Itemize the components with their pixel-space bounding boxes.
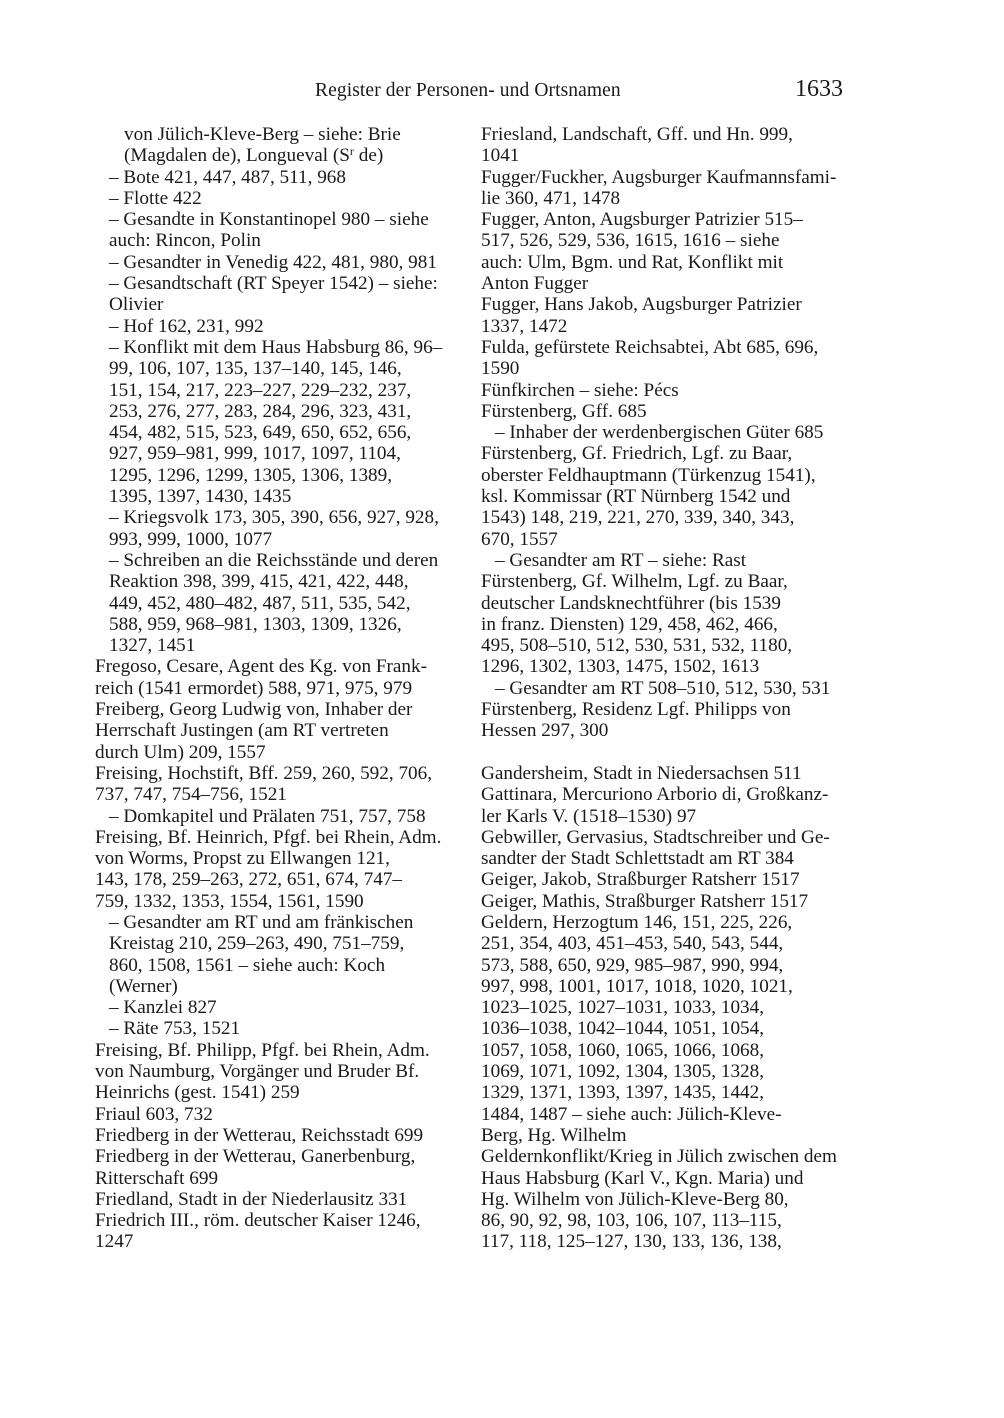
entry-line: 1484, 1487 – siehe auch: Jülich-Kleve-	[481, 1103, 782, 1125]
entry-line: 670, 1557	[481, 528, 558, 550]
index-continuation	[95, 124, 463, 167]
entry-line: Fugger, Anton, Augsburger Patrizier 515–	[481, 209, 803, 231]
index-entry	[95, 827, 463, 912]
index-entry	[481, 869, 853, 890]
entry-line: Haus Habsburg (Karl V., Kgn. Maria) und	[481, 1167, 804, 1189]
index-entry	[481, 912, 853, 1146]
entry-line: Gebwiller, Gervasius, Stadtschreiber und Ge-	[481, 826, 830, 848]
index-entry	[95, 1125, 463, 1146]
entry-line: reich (1541 ermordet) 588, 971, 975, 979	[95, 677, 413, 699]
entry-line: Gattinara, Mercuriono Arborio di, Großkanz-	[481, 784, 829, 806]
index-entry	[481, 763, 853, 784]
section-gap	[481, 742, 853, 763]
entry-line: 1590	[481, 358, 520, 380]
entry-line: Reaktion 398, 399, 415, 421, 422, 448,	[109, 571, 409, 593]
entry-line: – Domkapitel und Prälaten 751, 757, 758	[109, 805, 426, 827]
index-subentry	[95, 252, 463, 273]
entry-line: 1023–1025, 1027–1031, 1033, 1034,	[481, 997, 765, 1019]
entry-line: Fulda, gefürstete Reichsabtei, Abt 685, 696,	[481, 336, 819, 358]
right-column	[481, 124, 853, 1253]
index-entry	[481, 401, 853, 422]
entry-line: Fünfkirchen – siehe: Pécs	[481, 379, 679, 401]
entry-line: auch: Ulm, Bgm. und Rat, Konflikt mit	[481, 251, 784, 273]
entry-line: 99, 106, 107, 135, 137–140, 145, 146,	[109, 358, 402, 380]
entry-line: 449, 452, 480–482, 487, 511, 535, 542,	[109, 592, 411, 614]
index-entry	[95, 699, 463, 763]
entry-line: 253, 276, 277, 283, 284, 296, 323, 431,	[109, 400, 412, 422]
index-subentry	[481, 550, 853, 571]
index-entry	[481, 784, 853, 827]
entry-line: Freiberg, Georg Ludwig von, Inhaber der	[95, 699, 413, 721]
entry-line: lie 360, 471, 1478	[481, 187, 621, 209]
entry-line: 117, 118, 125–127, 130, 133, 136, 138,	[481, 1231, 782, 1253]
running-title: Register der Personen- und Ortsnamen	[315, 80, 621, 101]
entry-line: (Magdalen de), Longueval ($S^r$ de)	[124, 144, 384, 167]
entry-line: – Schreiben an die Reichsstände und deren	[109, 549, 439, 571]
index-entry	[481, 443, 853, 549]
index-entry	[95, 1210, 463, 1253]
entry-line: von Worms, Propst zu Ellwangen 121,	[95, 848, 390, 870]
index-entry	[481, 337, 853, 380]
entry-line: Berg, Hg. Wilhelm	[481, 1124, 627, 1146]
entry-line: – Gesandter am RT und am fränkischen	[109, 911, 414, 933]
index-entry	[481, 380, 853, 401]
index-subentry	[95, 550, 463, 656]
entry-line: Friedland, Stadt in der Niederlausitz 331	[95, 1188, 408, 1210]
entry-line: 1337, 1472	[481, 315, 568, 337]
entry-line: deutscher Landsknechtführer (bis 1539	[481, 592, 781, 614]
entry-line: – Gesandter in Venedig 422, 481, 980, 981	[109, 251, 437, 273]
entry-line: Geldernkonflikt/Krieg in Jülich zwischen dem	[481, 1146, 837, 1168]
index-subentry	[481, 422, 853, 443]
index-entry	[481, 827, 853, 870]
entry-line: Freising, Hochstift, Bff. 259, 260, 592, 706,	[95, 762, 433, 784]
entry-line: – Kriegsvolk 173, 305, 390, 656, 927, 928,	[109, 507, 439, 529]
entry-line: 1041	[481, 145, 520, 167]
entry-line: Ritterschaft 699	[95, 1167, 219, 1189]
entry-line: 1036–1038, 1042–1044, 1051, 1054,	[481, 1018, 765, 1040]
entry-line: 1395, 1397, 1430, 1435	[109, 486, 292, 508]
entry-line: 860, 1508, 1561 – siehe auch: Koch	[109, 954, 386, 976]
entry-line: 927, 959–981, 999, 1017, 1097, 1104,	[109, 443, 401, 465]
entry-line: 143, 178, 259–263, 272, 651, 674, 747–	[95, 869, 402, 891]
index-entry	[481, 1146, 853, 1252]
index-subentry	[95, 912, 463, 997]
entry-line: oberster Feldhauptmann (Türkenzug 1541),	[481, 464, 816, 486]
entry-line: Freising, Bf. Philipp, Pfgf. bei Rhein, Adm.	[95, 1039, 430, 1061]
index-subentry	[95, 273, 463, 316]
page-number: 1633	[795, 76, 843, 102]
entry-line: 495, 508–510, 512, 530, 531, 532, 1180,	[481, 635, 793, 657]
index-subentry	[481, 678, 853, 699]
index-entry	[481, 891, 853, 912]
entry-line: Hg. Wilhelm von Jülich-Kleve-Berg 80,	[481, 1188, 789, 1210]
entry-line: – Hof 162, 231, 992	[109, 315, 264, 337]
entry-line: Heinrichs (gest. 1541) 259	[95, 1082, 300, 1104]
index-subentry	[95, 167, 463, 188]
index-subentry	[95, 507, 463, 550]
entry-line: Fugger, Hans Jakob, Augsburger Patrizier	[481, 294, 802, 316]
entry-line: Fürstenberg, Residenz Lgf. Philipps von	[481, 699, 791, 721]
index-entry	[481, 124, 853, 167]
entry-line: in franz. Diensten) 129, 458, 462, 466,	[481, 613, 778, 635]
entry-line: 1295, 1296, 1299, 1305, 1306, 1389,	[109, 464, 393, 486]
index-entry	[481, 571, 853, 677]
entry-line: 759, 1332, 1353, 1554, 1561, 1590	[95, 890, 364, 912]
entry-line: Fugger/Fuckher, Augsburger Kaufmannsfami-	[481, 166, 837, 188]
entry-line: Herrschaft Justingen (am RT vertreten	[95, 720, 389, 742]
entry-line: Anton Fugger	[481, 273, 589, 295]
entry-line: 573, 588, 650, 929, 985–987, 990, 994,	[481, 954, 784, 976]
entry-line: von Naumburg, Vorgänger und Bruder Bf.	[95, 1061, 420, 1083]
entry-line: – Räte 753, 1521	[109, 1018, 241, 1040]
index-subentry	[95, 806, 463, 827]
index-entry	[481, 167, 853, 210]
entry-line: Fürstenberg, Gf. Friedrich, Lgf. zu Baar,	[481, 443, 793, 465]
entry-line: Friaul 603, 732	[95, 1103, 213, 1125]
entry-line: – Gesandtschaft (RT Speyer 1542) – siehe:	[109, 273, 438, 295]
entry-line: 737, 747, 754–756, 1521	[95, 784, 287, 806]
index-entry	[481, 209, 853, 294]
entry-line: 251, 354, 403, 451–453, 540, 543, 544,	[481, 933, 784, 955]
entry-line: Friedrich III., röm. deutscher Kaiser 1246,	[95, 1210, 421, 1232]
entry-line: Hessen 297, 300	[481, 720, 609, 742]
entry-line: – Konflikt mit dem Haus Habsburg 86, 96–	[109, 336, 443, 358]
entry-line: ksl. Kommissar (RT Nürnberg 1542 und	[481, 486, 791, 508]
index-entry	[95, 1104, 463, 1125]
entry-line: Gandersheim, Stadt in Niedersachsen 511	[481, 762, 802, 784]
index-entry	[95, 656, 463, 699]
entry-line: Fürstenberg, Gf. Wilhelm, Lgf. zu Baar,	[481, 571, 788, 593]
entry-line: – Flotte 422	[109, 187, 202, 209]
entry-line: – Gesandte in Konstantinopel 980 – siehe	[109, 209, 429, 231]
entry-line: Geiger, Mathis, Straßburger Ratsherr 1517	[481, 890, 809, 912]
entry-line: 151, 154, 217, 223–227, 229–232, 237,	[109, 379, 412, 401]
entry-line: 86, 90, 92, 98, 103, 106, 107, 113–115,	[481, 1210, 782, 1232]
entry-line: 1543) 148, 219, 221, 270, 339, 340, 343,	[481, 507, 795, 529]
index-subentry	[95, 997, 463, 1018]
entry-line: Geiger, Jakob, Straßburger Ratsherr 1517	[481, 869, 800, 891]
entry-line: Olivier	[109, 294, 164, 316]
entry-line: Fürstenberg, Gff. 685	[481, 400, 647, 422]
entry-line: – Inhaber der werdenbergischen Güter 685	[495, 422, 824, 444]
entry-line: durch Ulm) 209, 1557	[95, 741, 266, 763]
index-entry	[95, 1040, 463, 1104]
entry-line: Geldern, Herzogtum 146, 151, 225, 226,	[481, 911, 793, 933]
entry-line: (Werner)	[109, 975, 178, 997]
entry-line: Fregoso, Cesare, Agent des Kg. von Frank-	[95, 656, 427, 678]
entry-line: Friesland, Landschaft, Gff. und Hn. 999,	[481, 124, 793, 145]
entry-line: – Kanzlei 827	[109, 997, 217, 1019]
index-subentry	[95, 316, 463, 337]
left-column	[95, 124, 463, 1253]
entry-line: 1296, 1302, 1303, 1475, 1502, 1613	[481, 656, 760, 678]
entry-line: 997, 998, 1001, 1017, 1018, 1020, 1021,	[481, 975, 793, 997]
entry-line: – Bote 421, 447, 487, 511, 968	[109, 166, 346, 188]
entry-line: 517, 526, 529, 536, 1615, 1616 – siehe	[481, 230, 780, 252]
entry-line: Freising, Bf. Heinrich, Pfgf. bei Rhein, Adm.	[95, 826, 442, 848]
index-entry	[95, 763, 463, 806]
entry-line: 1057, 1058, 1060, 1065, 1066, 1068,	[481, 1039, 765, 1061]
entry-line: 993, 999, 1000, 1077	[109, 528, 273, 550]
entry-line: auch: Rincon, Polin	[109, 230, 261, 252]
entry-line: ler Karls V. (1518–1530) 97	[481, 805, 697, 827]
index-entry	[95, 1146, 463, 1189]
entry-line: 1327, 1451	[109, 635, 196, 657]
entry-line: 1069, 1071, 1092, 1304, 1305, 1328,	[481, 1061, 765, 1083]
index-subentry	[95, 188, 463, 209]
entry-line: sandter der Stadt Schlettstadt am RT 384	[481, 848, 794, 870]
index-subentry	[95, 1018, 463, 1039]
index-subentry	[95, 209, 463, 252]
index-entry	[481, 699, 853, 742]
entry-line: Friedberg in der Wetterau, Ganerbenburg,	[95, 1146, 416, 1168]
entry-line: – Gesandter am RT 508–510, 512, 530, 531	[495, 677, 831, 699]
entry-line: 454, 482, 515, 523, 649, 650, 652, 656,	[109, 422, 412, 444]
entry-line: 1329, 1371, 1393, 1397, 1435, 1442,	[481, 1082, 765, 1104]
entry-line: Kreistag 210, 259–263, 490, 751–759,	[109, 933, 405, 955]
entry-line: – Gesandter am RT – siehe: Rast	[495, 549, 747, 571]
index-entry	[481, 294, 853, 337]
index-entry	[95, 1189, 463, 1210]
index-subentry	[95, 337, 463, 507]
entry-line: 588, 959, 968–981, 1303, 1309, 1326,	[109, 613, 402, 635]
entry-line: 1247	[95, 1231, 134, 1253]
entry-line: von Jülich-Kleve-Berg – siehe: Brie	[124, 124, 401, 145]
entry-line: Friedberg in der Wetterau, Reichsstadt 699	[95, 1124, 424, 1146]
